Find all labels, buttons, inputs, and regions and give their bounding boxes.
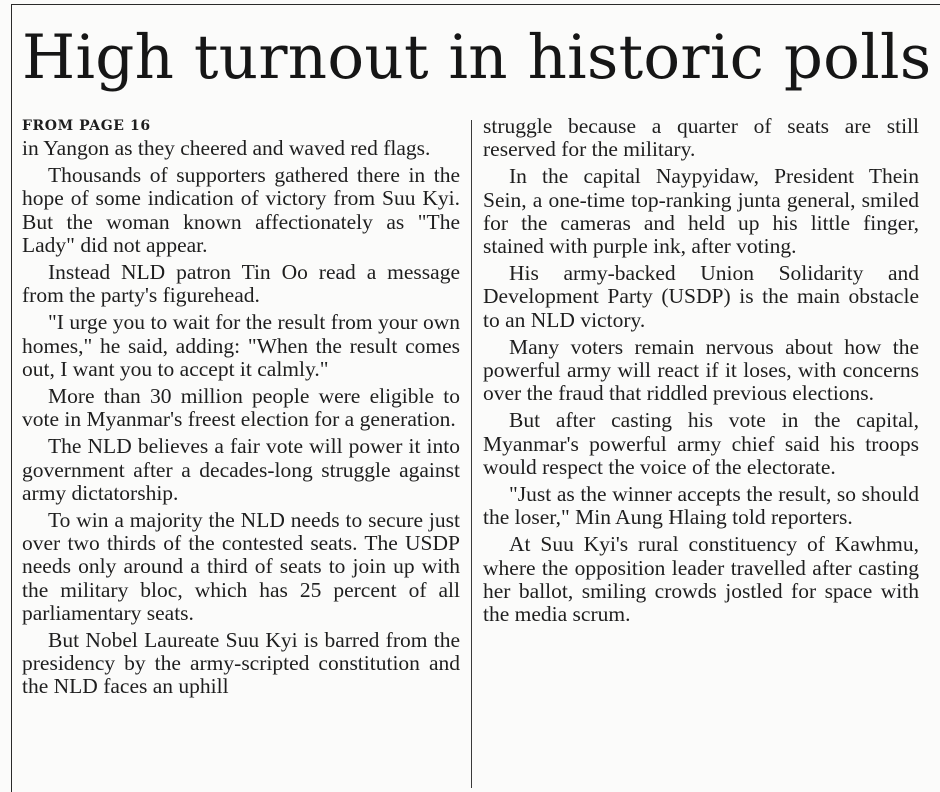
paragraph: More than 30 million people were eligible to vote in Myanmar's freest election for a generation.: [22, 384, 460, 432]
paragraph: struggle because a quarter of seats are still reserved for the military.: [483, 114, 919, 162]
kicker-from-page: FROM PAGE 16: [22, 118, 151, 134]
paragraph: "I urge you to wait for the result from your own homes," he said, adding: "When the result comes out, I want you to accept it calmly.": [22, 310, 460, 381]
paragraph: To win a majority the NLD needs to secure just over two thirds of the contested seats. The USDP needs only around a third of seats to join up with the military bloc, which has 25 percent of all parliamentary seats.: [22, 508, 460, 625]
left-border-rule: [11, 4, 12, 792]
paragraph: At Suu Kyi's rural constituency of Kawhmu, where the opposition leader travelled after casting her ballot, smiling crowds jostled for space with the media scrum.: [483, 532, 919, 627]
column-divider: [471, 120, 472, 788]
left-column: [22, 115, 460, 703]
paragraph: "Just as the winner accepts the result, so should the loser," Min Aung Hlaing told reporters.: [483, 482, 919, 530]
paragraph: But Nobel Laureate Suu Kyi is barred from the presidency by the army-scripted constitution and the NLD faces an uphill: [22, 628, 460, 699]
paragraph: Instead NLD patron Tin Oo read a message from the party's figurehead.: [22, 260, 460, 308]
top-border-rule: [11, 4, 940, 5]
paragraph: The NLD believes a fair vote will power it into government after a decades-long struggle against army dictatorship.: [22, 434, 460, 505]
paragraph: Many voters remain nervous about how the powerful army will react if it loses, with concerns over the fraud that riddled previous elections.: [483, 334, 919, 406]
paragraph: Thousands of supporters gathered there in the hope of some indication of victory from Suu Kyi. But the woman known affectionately as "The Lady" did not appear.: [22, 163, 460, 257]
headline: High turnout in historic polls: [22, 22, 932, 93]
paragraph: in Yangon as they cheered and waved red flags.: [22, 136, 431, 160]
paragraph: In the capital Naypyidaw, President Thein Sein, a one-time top-ranking junta general, smiled for the cameras and held up his little finger, stained with purple ink, after voting.: [483, 164, 919, 259]
paragraph: But after casting his vote in the capital, Myanmar's powerful army chief said his troops would respect the voice of the electorate.: [483, 408, 919, 479]
paragraph: His army-backed Union Solidarity and Development Party (USDP) is the main obstacle to an NLD victory.: [483, 261, 919, 332]
right-column: [483, 115, 919, 630]
